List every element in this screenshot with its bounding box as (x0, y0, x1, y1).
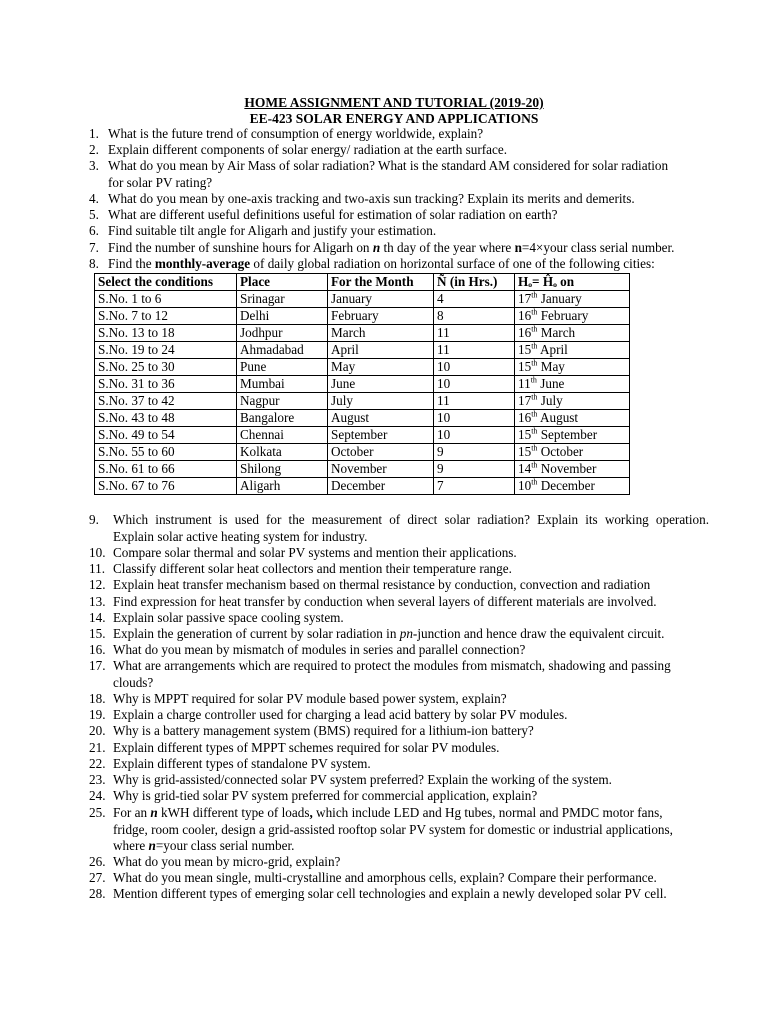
question-text: What do you mean by one-axis tracking and two-axis sun tracking? Explain its merits and demerits. (108, 191, 635, 206)
question-item (89, 594, 709, 611)
question-text: What is the future trend of consumption of energy worldwide, explain? (108, 126, 484, 141)
question-item (89, 658, 709, 691)
place-cell: Chennai (237, 427, 328, 444)
question-text: What are different useful definitions useful for estimation of solar radiation on earth? (108, 207, 558, 222)
place-cell: Nagpur (237, 393, 328, 410)
question-item (89, 142, 709, 159)
question-text: Classify different solar heat collectors and mention their temperature range. (113, 561, 512, 576)
column-header: Hₒ= Ĥₒ on (515, 274, 630, 291)
date-day: 11 (518, 376, 531, 391)
question-text: What do you mean by Air Mass of solar radiation? What is the standard AM considered for solar radiation (108, 158, 669, 173)
question-text: Why is a battery management system (BMS) required for a lithium-ion battery? (113, 723, 534, 738)
question-text: Explain heat transfer mechanism based on thermal resistance by conduction, convection and radiation (113, 577, 651, 592)
question-text-continuation: where n=your class serial number. (113, 838, 295, 853)
question-number: 12. (89, 577, 106, 592)
question-text: Find suitable tilt angle for Aligarh and justify your estimation. (108, 223, 437, 238)
condition-cell: S.No. 67 to 76 (95, 478, 237, 495)
column-header: Select the conditions (95, 274, 237, 291)
date-suffix: th (531, 477, 538, 487)
date-suffix: th (531, 392, 538, 402)
date-month: November (540, 461, 597, 476)
hours-cell: 9 (434, 461, 515, 478)
month-cell: August (328, 410, 434, 427)
hours-cell: 10 (434, 410, 515, 427)
question-item (89, 158, 709, 191)
question-number: 8. (89, 256, 99, 271)
column-header: Place (237, 274, 328, 291)
place-cell: Srinagar (237, 291, 328, 308)
month-cell: January (328, 291, 434, 308)
question-text: Why is grid-assisted/connected solar PV system preferred? Explain the working of the system. (113, 772, 612, 787)
question-item (89, 256, 709, 273)
hours-cell: 4 (434, 291, 515, 308)
question-number: 7. (89, 240, 99, 255)
question-item (89, 707, 709, 724)
place-cell: Pune (237, 359, 328, 376)
date-month: August (540, 410, 579, 425)
month-cell: May (328, 359, 434, 376)
question-text: Why is grid-tied solar PV system preferred for commercial application, explain? (113, 788, 538, 803)
place-cell: Bangalore (237, 410, 328, 427)
question-item (89, 723, 709, 740)
condition-cell: S.No. 1 to 6 (95, 291, 237, 308)
question-number: 16. (89, 642, 106, 657)
question-item (89, 756, 709, 773)
question-item (89, 854, 709, 871)
question-text: Explain different types of standalone PV system. (113, 756, 371, 771)
date-suffix: th (531, 443, 538, 453)
date-day: 15 (518, 342, 532, 357)
condition-cell: S.No. 55 to 60 (95, 444, 237, 461)
question-number: 5. (89, 207, 99, 222)
place-cell: Ahmadabad (237, 342, 328, 359)
date-month: September (540, 427, 598, 442)
hours-cell: 9 (434, 444, 515, 461)
date-month: April (540, 342, 568, 357)
date-month: January (540, 291, 582, 306)
question-item (89, 642, 709, 659)
question-number: 4. (89, 191, 99, 206)
condition-cell: S.No. 61 to 66 (95, 461, 237, 478)
question-item (89, 223, 709, 240)
question-number: 27. (89, 870, 106, 885)
question-item (89, 191, 709, 208)
cities-table (94, 273, 630, 495)
hours-cell: 7 (434, 478, 515, 495)
month-cell: December (328, 478, 434, 495)
date-month: February (540, 308, 589, 323)
date-day: 16 (518, 308, 532, 323)
place-cell: Jodhpur (237, 325, 328, 342)
question-number: 15. (89, 626, 106, 641)
date-cell (515, 308, 630, 325)
hours-cell: 10 (434, 376, 515, 393)
question-number: 24. (89, 788, 106, 803)
question-number: 25. (89, 805, 106, 820)
date-cell (515, 342, 630, 359)
condition-cell: S.No. 7 to 12 (95, 308, 237, 325)
question-number: 22. (89, 756, 106, 771)
question-number: 11. (89, 561, 105, 576)
question-text: What do you mean by mismatch of modules in series and parallel connection? (113, 642, 526, 657)
question-text: Why is MPPT required for solar PV module based power system, explain? (113, 691, 507, 706)
date-day: 10 (518, 478, 532, 493)
question-text: Explain different types of MPPT schemes required for solar PV modules. (113, 740, 500, 755)
table-row (95, 291, 630, 308)
column-header: For the Month (328, 274, 434, 291)
date-day: 15 (518, 444, 532, 459)
question-item (89, 870, 709, 887)
month-cell: February (328, 308, 434, 325)
question-item (89, 561, 709, 578)
table-header-row (95, 274, 630, 291)
question-item (89, 886, 709, 903)
question-item (89, 207, 709, 224)
date-month: May (540, 359, 565, 374)
date-month: December (540, 478, 595, 493)
question-number: 13. (89, 594, 106, 609)
month-cell: November (328, 461, 434, 478)
condition-cell: S.No. 25 to 30 (95, 359, 237, 376)
question-number: 19. (89, 707, 106, 722)
place-cell: Kolkata (237, 444, 328, 461)
question-text: Mention different types of emerging solar cell technologies and explain a newly developed solar PV cell. (113, 886, 667, 901)
date-day: 15 (518, 359, 532, 374)
date-cell (515, 410, 630, 427)
column-header: Ñ (in Hrs.) (434, 274, 515, 291)
date-cell (515, 291, 630, 308)
hours-cell: 11 (434, 325, 515, 342)
condition-cell: S.No. 37 to 42 (95, 393, 237, 410)
question-item (89, 805, 709, 855)
date-month: July (540, 393, 563, 408)
question-text: Compare solar thermal and solar PV systems and mention their applications. (113, 545, 517, 560)
question-text: Which instrument is used for the measurement of direct solar radiation? Explain its working operation. (113, 512, 709, 527)
assignment-title: HOME ASSIGNMENT AND TUTORIAL (2019-20) (244, 95, 544, 110)
date-suffix: th (531, 307, 538, 317)
condition-cell: S.No. 13 to 18 (95, 325, 237, 342)
question-item (89, 240, 709, 257)
question-item (89, 691, 709, 708)
date-suffix: th (531, 290, 538, 300)
date-cell (515, 325, 630, 342)
table-row (95, 376, 630, 393)
hours-cell: 10 (434, 427, 515, 444)
date-cell (515, 444, 630, 461)
table-row (95, 410, 630, 427)
question-number: 10. (89, 545, 106, 560)
question-text: What do you mean single, multi-crystalline and amorphous cells, explain? Compare their performance. (113, 870, 657, 885)
question-text-continuation: clouds? (113, 674, 154, 690)
hours-cell: 8 (434, 308, 515, 325)
question-number: 23. (89, 772, 106, 787)
month-cell: April (328, 342, 434, 359)
question-number: 20. (89, 723, 106, 738)
date-suffix: th (531, 341, 538, 351)
month-cell: June (328, 376, 434, 393)
date-day: 15 (518, 427, 532, 442)
table-row (95, 478, 630, 495)
date-day: 14 (518, 461, 532, 476)
question-text: Explain the generation of current by solar radiation in pn-junction and hence draw the equivalent circuit. (113, 626, 665, 641)
date-cell (515, 478, 630, 495)
question-number: 17. (89, 658, 106, 673)
date-suffix: th (531, 409, 538, 419)
date-suffix: th (530, 375, 537, 385)
question-text-continuation: fridge, room cooler, design a grid-assisted rooftop solar PV system for domestic or industrial applications, (113, 821, 673, 837)
date-cell (515, 359, 630, 376)
question-item (89, 740, 709, 757)
date-month: June (540, 376, 565, 391)
table-row (95, 359, 630, 376)
question-text: Find expression for heat transfer by conduction when several layers of different materials are involved. (113, 594, 657, 609)
date-suffix: th (531, 358, 538, 368)
place-cell: Delhi (237, 308, 328, 325)
date-month: October (540, 444, 584, 459)
condition-cell: S.No. 19 to 24 (95, 342, 237, 359)
condition-cell: S.No. 43 to 48 (95, 410, 237, 427)
question-number: 18. (89, 691, 106, 706)
date-cell (515, 376, 630, 393)
question-text: What are arrangements which are required to protect the modules from mismatch, shadowing and passing (113, 658, 671, 673)
question-number: 1. (89, 126, 99, 141)
date-cell (515, 461, 630, 478)
month-cell: July (328, 393, 434, 410)
date-cell (515, 427, 630, 444)
hours-cell: 10 (434, 359, 515, 376)
table-row (95, 444, 630, 461)
question-number: 21. (89, 740, 106, 755)
condition-cell: S.No. 49 to 54 (95, 427, 237, 444)
hours-cell: 11 (434, 393, 515, 410)
table-row (95, 325, 630, 342)
date-cell (515, 393, 630, 410)
date-suffix: th (531, 324, 538, 334)
date-suffix: th (531, 426, 538, 436)
question-item (89, 545, 709, 562)
date-day: 17 (518, 393, 532, 408)
table-row (95, 461, 630, 478)
question-item (89, 626, 709, 643)
question-item (89, 788, 709, 805)
place-cell: Mumbai (237, 376, 328, 393)
question-item (89, 772, 709, 789)
question-item (89, 610, 709, 627)
table-row (95, 308, 630, 325)
course-title: EE-423 SOLAR ENERGY AND APPLICATIONS (249, 111, 539, 126)
question-text: What do you mean by micro-grid, explain? (113, 854, 341, 869)
date-day: 16 (518, 325, 532, 340)
question-text-continuation: Explain solar active heating system for industry. (113, 528, 368, 544)
month-cell: October (328, 444, 434, 461)
question-text: Explain different components of solar energy/ radiation at the earth surface. (108, 142, 508, 157)
question-number: 3. (89, 158, 99, 173)
place-cell: Shilong (237, 461, 328, 478)
question-number: 14. (89, 610, 106, 625)
question-text: Find the monthly-average of daily global radiation on horizontal surface of one of the following cities: (108, 256, 655, 271)
table-row (95, 342, 630, 359)
question-number: 6. (89, 223, 99, 238)
hours-cell: 11 (434, 342, 515, 359)
date-day: 16 (518, 410, 532, 425)
date-day: 17 (518, 291, 532, 306)
month-cell: September (328, 427, 434, 444)
question-text: Explain a charge controller used for charging a lead acid battery by solar PV modules. (113, 707, 568, 722)
question-text-continuation: for solar PV rating? (108, 174, 213, 190)
question-text: Explain solar passive space cooling system. (113, 610, 344, 625)
condition-cell: S.No. 31 to 36 (95, 376, 237, 393)
question-item (89, 126, 709, 143)
table-row (95, 427, 630, 444)
question-number: 28. (89, 886, 106, 901)
date-month: March (540, 325, 576, 340)
question-number: 26. (89, 854, 106, 869)
question-text: For an n kWH different type of loads, which include LED and Hg tubes, normal and PMDC motor fans, (113, 805, 663, 820)
place-cell: Aligarh (237, 478, 328, 495)
month-cell: March (328, 325, 434, 342)
question-item (89, 577, 709, 594)
date-suffix: th (531, 460, 538, 470)
question-text: Find the number of sunshine hours for Aligarh on n th day of the year where n=4×your class serial number. (108, 240, 675, 255)
question-number: 9. (89, 512, 99, 527)
question-number: 2. (89, 142, 99, 157)
question-item (89, 512, 709, 545)
table-row (95, 393, 630, 410)
